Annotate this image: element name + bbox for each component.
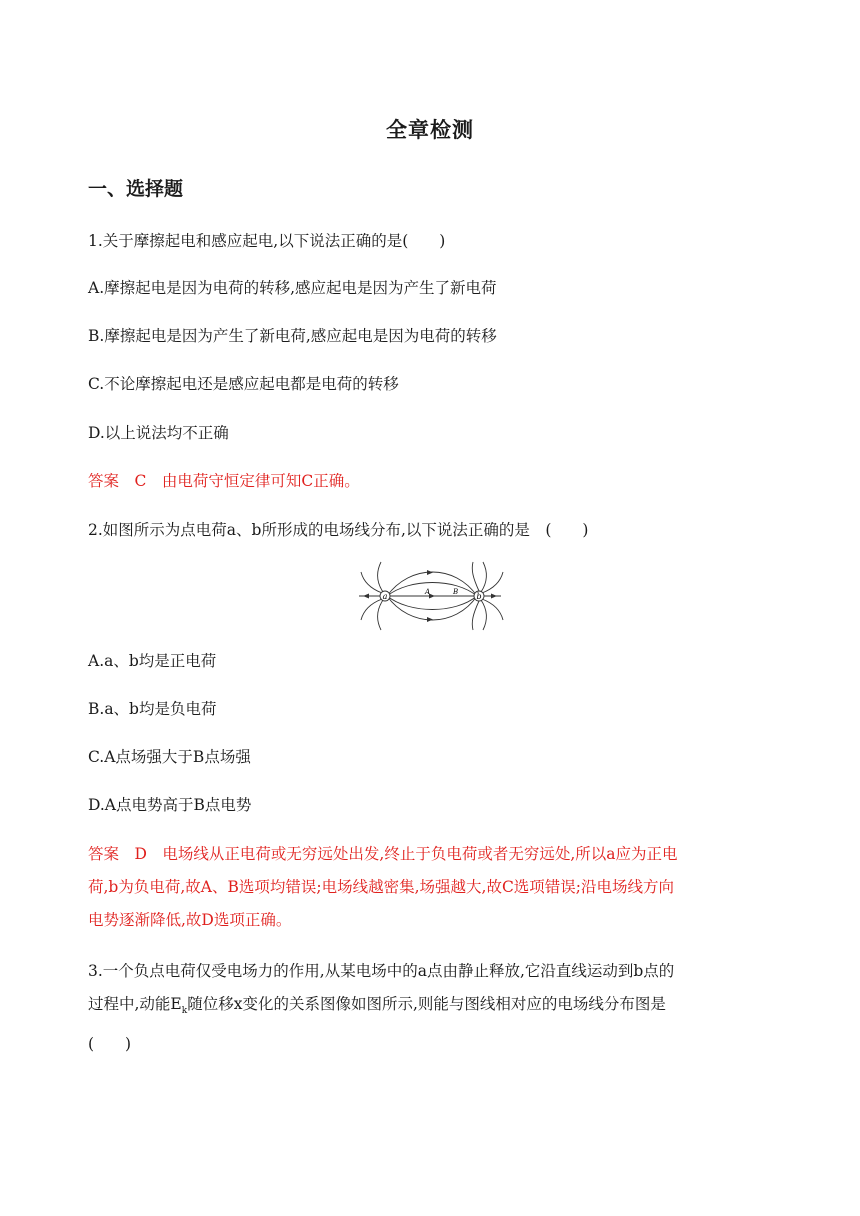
electric-field-lines-figure — [355, 560, 505, 632]
q2-answer — [88, 838, 778, 937]
q2-stem: 2.如图所示为点电荷a、b所形成的电场线分布,以下说法正确的是 ( ) — [88, 521, 589, 539]
point-b-label: B — [453, 588, 459, 596]
page-title: 全章检测 — [386, 118, 474, 142]
q1-option-a: A.摩擦起电是因为电荷的转移,感应起电是因为产生了新电荷 — [88, 279, 497, 297]
q2-answer-line-2: 荷,b为负电荷,故A、B选项均错误;电场线越密集,场强越大,故C选项错误;沿电场线方向 — [88, 878, 675, 896]
q1-answer: 答案 C 由电荷守恒定律可知C正确。 — [88, 472, 360, 490]
q3-stem — [88, 955, 778, 1061]
q3-stem-line-2a: 过程中,动能E — [88, 995, 182, 1013]
q3-stem-line-3: ( ) — [88, 1035, 132, 1054]
q2-option-a: A.a、b均是正电荷 — [88, 652, 217, 670]
q3-stem-line-2 — [88, 988, 778, 1028]
q3-stem-line-1: 3.一个负点电荷仅受电场力的作用,从某电场中的a点由静止释放,它沿直线运动到b点的 — [88, 962, 675, 980]
ek-subscript: k — [181, 1006, 188, 1017]
q2-option-b: B.a、b均是负电荷 — [88, 700, 217, 718]
charge-a-label: a — [382, 592, 388, 601]
q2-answer-line-1: 答案 D 电场线从正电荷或无穷远处出发,终止于负电荷或者无穷远处,所以a应为正电 — [88, 845, 678, 863]
q1-stem: 1.关于摩擦起电和感应起电,以下说法正确的是( ) — [88, 232, 446, 250]
section-heading: 一、选择题 — [88, 178, 184, 200]
q1-option-b: B.摩擦起电是因为产生了新电荷,感应起电是因为电荷的转移 — [88, 327, 497, 345]
charge-b-label: b — [476, 592, 482, 601]
q3-stem-line-2b: 随位移x变化的关系图像如图所示,则能与图线相对应的电场线分布图是 — [187, 995, 666, 1013]
q1-option-c: C.不论摩擦起电还是感应起电都是电荷的转移 — [88, 375, 399, 393]
point-a-label: A — [425, 588, 431, 596]
q2-option-d: D.A点电势高于B点电势 — [88, 796, 252, 814]
q2-answer-line-3: 电势逐渐降低,故D选项正确。 — [88, 911, 292, 929]
q2-option-c: C.A点场强大于B点场强 — [88, 748, 251, 766]
q1-option-d: D.以上说法均不正确 — [88, 424, 229, 442]
